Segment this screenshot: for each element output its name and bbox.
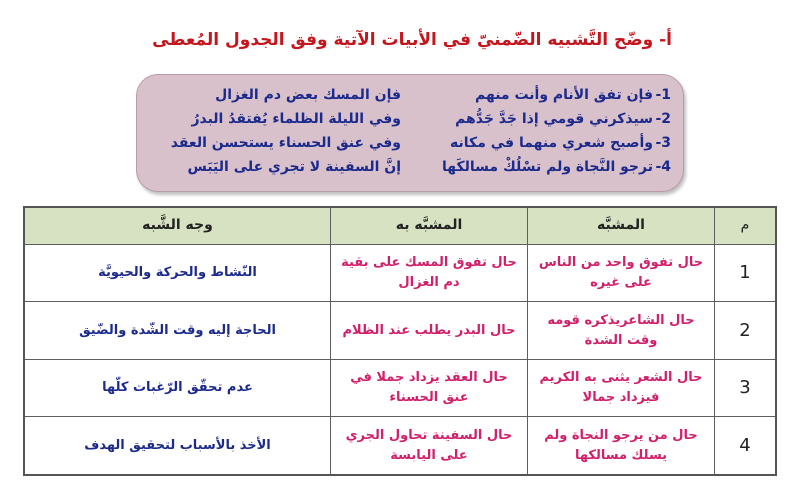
header-mushabbah: المشبَّه — [528, 207, 715, 245]
cell-wajh: النّشاط والحركة والحيويَّة — [24, 245, 331, 302]
cell-wajh: عدم تحقّق الرّغبات كلّها — [24, 359, 331, 416]
cell-mushabbah: حال تفوق واحد من الناس على غيره — [528, 245, 715, 302]
row-number: 1 — [715, 245, 777, 302]
verse-number: 3- — [655, 135, 671, 151]
cell-wajh: الحاجة إليه وقت الشّدة والضّيق — [24, 302, 331, 359]
verse-first-half: ترجو النَّجاة ولم تسْلُكْ مسالكَها — [442, 159, 653, 175]
verse-second-half: فإن المسك بعض دم الغزال — [215, 87, 401, 103]
row-number: 3 — [715, 359, 777, 416]
verse-number: 2- — [655, 111, 671, 127]
similes-table — [23, 206, 777, 476]
table-header-row — [24, 207, 776, 245]
table-row — [24, 359, 776, 416]
table-row — [24, 302, 776, 359]
cell-mushabbah-bih: حال تفوق المسك على بقية دم الغزال — [331, 245, 528, 302]
cell-mushabbah-bih: حال البدر يطلب عند الظلام — [331, 302, 528, 359]
verse-second-half: وفي الليلة الظلماء يُفتقدُ البدرُ — [191, 111, 401, 127]
verse-second-half: إنَّ السفينة لا تجري على اليَبَس — [187, 159, 401, 175]
cell-mushabbah-bih: حال العقد يزداد جملا في عنق الحسناء — [331, 359, 528, 416]
verse-number: 1- — [655, 87, 671, 103]
cell-wajh: الأخذ بالأسباب لتحقيق الهدف — [24, 417, 331, 475]
row-number: 2 — [715, 302, 777, 359]
table-row — [24, 245, 776, 302]
verse-first-half: سيذكرني قومي إذا جَدَّ جَدُّهم — [455, 111, 653, 127]
verses-box — [136, 74, 684, 192]
verse-row — [137, 87, 683, 109]
verse-second-half: وفي عنق الحسناء يستحسن العقد — [170, 135, 401, 151]
row-number: 4 — [715, 417, 777, 475]
header-wajh: وجه الشَّبه — [24, 207, 331, 245]
verse-first-half: فإن تفق الأنام وأنت منهم — [474, 87, 653, 103]
verse-row — [137, 111, 683, 133]
header-number: م — [715, 207, 777, 245]
verse-row — [137, 135, 683, 157]
header-mushabbah-bih: المشبَّه به — [331, 207, 528, 245]
verse-number: 4- — [655, 159, 671, 175]
cell-mushabbah: حال من يرجو النجاة ولم يسلك مسالكها — [528, 417, 715, 475]
cell-mushabbah: حال الشاعريذكره قومه وقت الشدة — [528, 302, 715, 359]
verse-row — [137, 159, 683, 181]
cell-mushabbah-bih: حال السفينة تحاول الجري على اليابسة — [331, 417, 528, 475]
cell-mushabbah: حال الشعر يثنى به الكريم فيزداد جمالا — [528, 359, 715, 416]
page-title: أ- وضّح التَّشبيه الضّمنيّ في الأبيات الآتية وفق الجدول المُعطى — [152, 30, 672, 50]
table-row — [24, 417, 776, 475]
verse-first-half: وأصبح شعري منهما في مكانه — [450, 135, 653, 151]
